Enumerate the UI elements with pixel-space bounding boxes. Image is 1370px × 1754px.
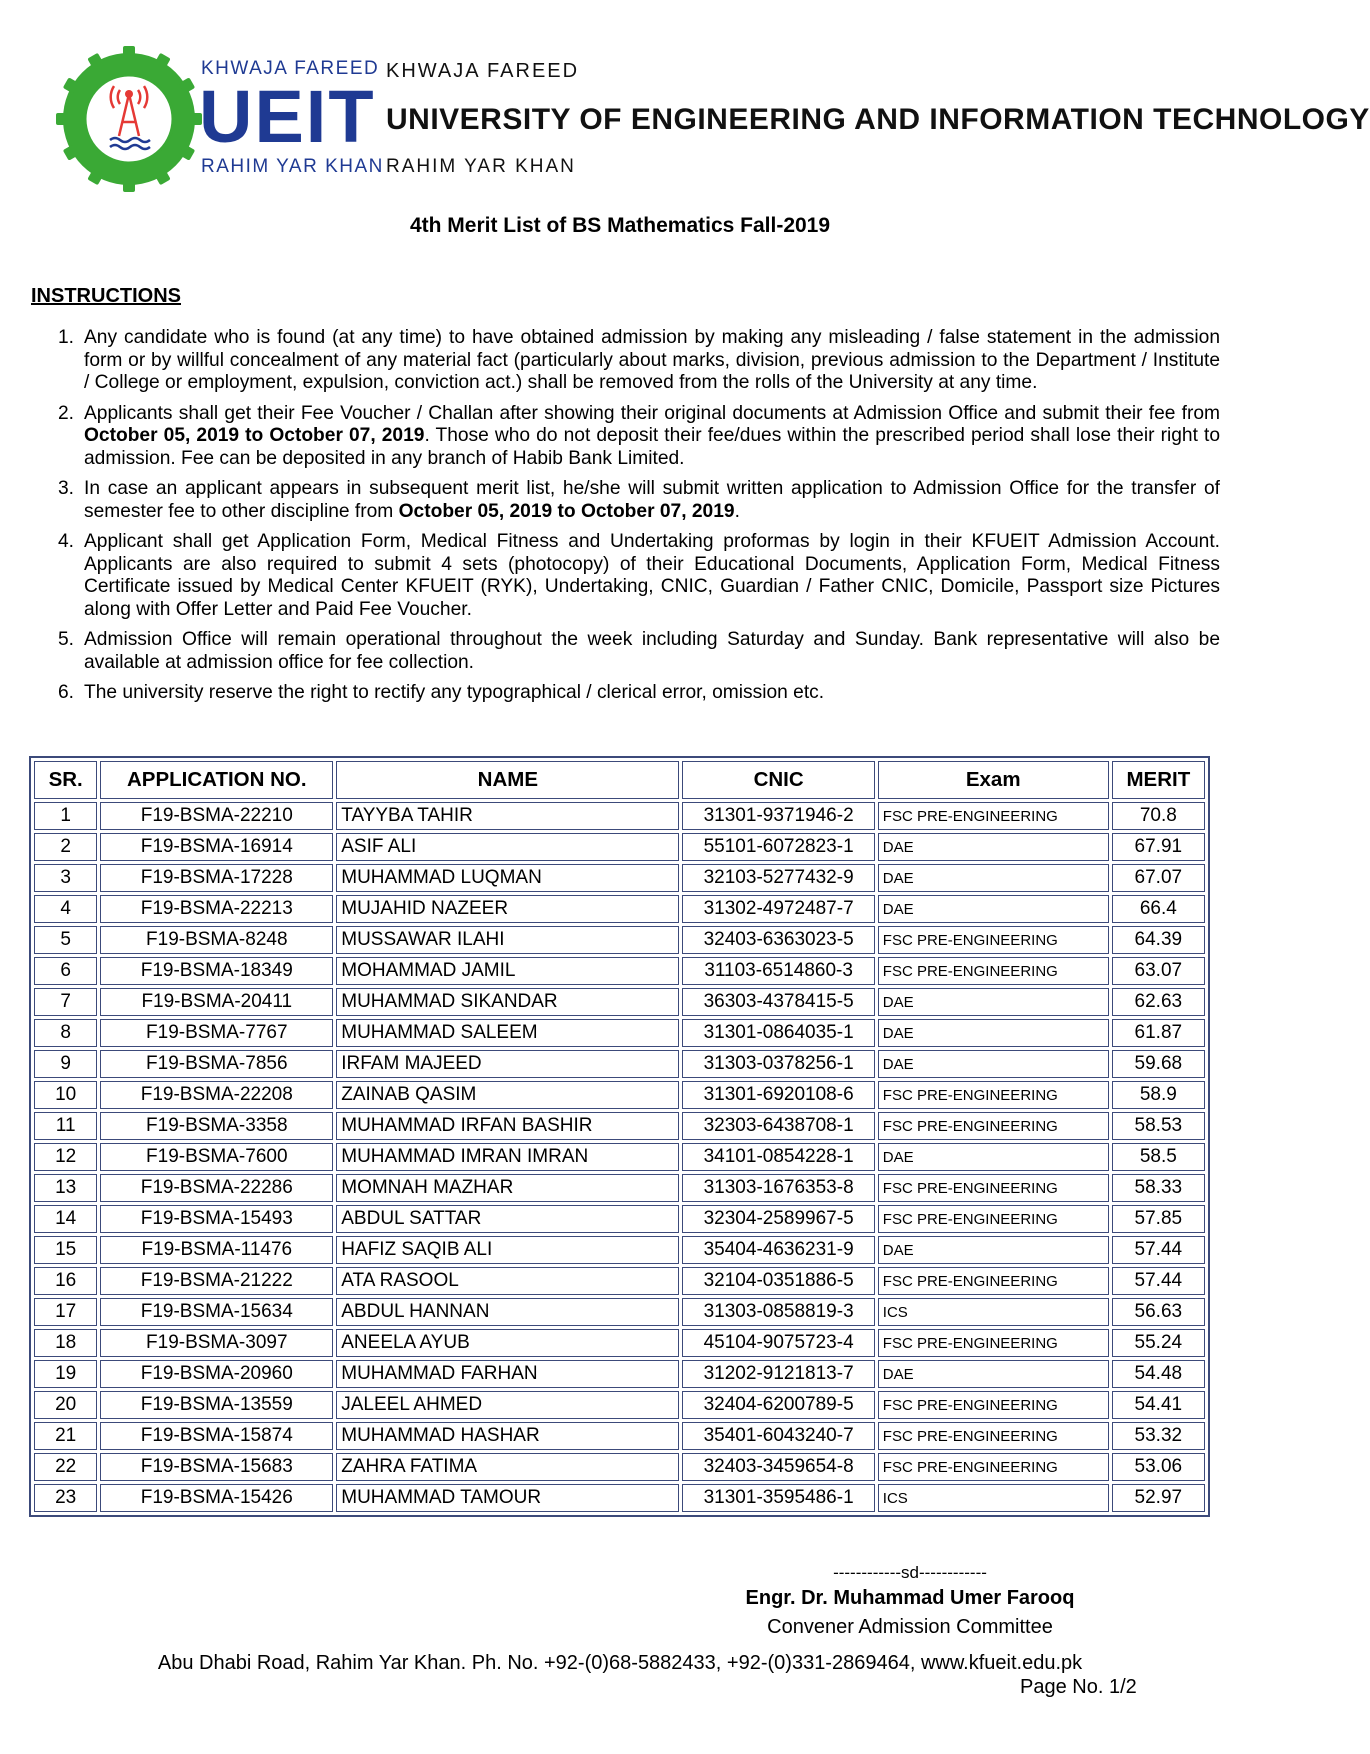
- table-row: [34, 1174, 1205, 1202]
- instruction-date-range: October 05, 2019 to October 07, 2019: [398, 500, 735, 522]
- cell-sr: 12: [34, 1143, 97, 1171]
- cell-cnic: 31302-4972487-7: [682, 895, 874, 923]
- cell-cnic: 35401-6043240-7: [682, 1422, 874, 1450]
- document-title: 4th Merit List of BS Mathematics Fall-2019: [409, 214, 831, 237]
- cell-sr: 15: [34, 1236, 97, 1264]
- cell-exam: FSC PRE-ENGINEERING: [878, 1174, 1109, 1202]
- cell-sr: 1: [34, 802, 97, 830]
- cell-merit: 61.87: [1112, 1019, 1205, 1047]
- cell-name: MUJAHID NAZEER: [336, 895, 679, 923]
- table-row: [34, 1484, 1205, 1512]
- instruction-item: [58, 403, 1220, 471]
- cell-sr: 21: [34, 1422, 97, 1450]
- cell-cnic: 31301-0864035-1: [682, 1019, 874, 1047]
- instruction-text: Admission Office will remain operational throughout the week including Saturday and Sunday. Bank representative will also be available at admission office for fee collection.: [84, 629, 1220, 673]
- table-row: [34, 926, 1205, 954]
- cell-cnic: 32303-6438708-1: [682, 1112, 874, 1140]
- cell-merit: 53.32: [1112, 1422, 1205, 1450]
- university-line-2: UNIVERSITY OF ENGINEERING AND INFORMATION TECHNOLOGY: [386, 103, 1370, 136]
- cell-name: MUHAMMAD IRFAN BASHIR: [336, 1112, 679, 1140]
- cell-merit: 58.33: [1112, 1174, 1205, 1202]
- cell-application-no: F19-BSMA-15426: [100, 1484, 333, 1512]
- table-row: [34, 864, 1205, 892]
- cell-merit: 67.07: [1112, 864, 1205, 892]
- cell-merit: 56.63: [1112, 1298, 1205, 1326]
- cell-exam: DAE: [878, 1143, 1109, 1171]
- cell-exam: FSC PRE-ENGINEERING: [878, 1081, 1109, 1109]
- instruction-text-part: . Those who do not deposit their fee/dues within the prescribed period shall lose their right to admission. Fee can be deposited in any branch of Habib Bank Limited.: [84, 425, 1220, 469]
- table-row: [34, 1329, 1205, 1357]
- cell-exam: DAE: [878, 1050, 1109, 1078]
- table-row: [34, 802, 1205, 830]
- cell-name: ATA RASOOL: [336, 1267, 679, 1295]
- cell-name: ANEELA AYUB: [336, 1329, 679, 1357]
- cell-sr: 11: [34, 1112, 97, 1140]
- cell-sr: 10: [34, 1081, 97, 1109]
- cell-exam: DAE: [878, 1360, 1109, 1388]
- cell-sr: 2: [34, 833, 97, 861]
- cell-exam: DAE: [878, 864, 1109, 892]
- instruction-number: 6.: [58, 682, 75, 703]
- cell-exam: FSC PRE-ENGINEERING: [878, 1267, 1109, 1295]
- cell-sr: 23: [34, 1484, 97, 1512]
- table-row: [34, 833, 1205, 861]
- cell-exam: FSC PRE-ENGINEERING: [878, 1453, 1109, 1481]
- cell-exam: DAE: [878, 1019, 1109, 1047]
- cell-exam: FSC PRE-ENGINEERING: [878, 957, 1109, 985]
- cell-merit: 55.24: [1112, 1329, 1205, 1357]
- cell-application-no: F19-BSMA-22213: [100, 895, 333, 923]
- column-header-application-no: APPLICATION NO.: [100, 761, 333, 799]
- table-row: [34, 957, 1205, 985]
- column-header-sr: SR.: [34, 761, 97, 799]
- table-row: [34, 1112, 1205, 1140]
- table-row: [34, 1453, 1205, 1481]
- cell-application-no: F19-BSMA-3358: [100, 1112, 333, 1140]
- cell-sr: 20: [34, 1391, 97, 1419]
- cell-name: ASIF ALI: [336, 833, 679, 861]
- instruction-number: 4.: [58, 531, 75, 552]
- instruction-number: 1.: [58, 327, 75, 348]
- cell-exam: DAE: [878, 895, 1109, 923]
- cell-application-no: F19-BSMA-13559: [100, 1391, 333, 1419]
- cell-merit: 58.5: [1112, 1143, 1205, 1171]
- cell-sr: 9: [34, 1050, 97, 1078]
- cell-application-no: F19-BSMA-15874: [100, 1422, 333, 1450]
- instructions-heading: INSTRUCTIONS: [31, 285, 181, 307]
- cell-name: MUHAMMAD FARHAN: [336, 1360, 679, 1388]
- cell-cnic: 32104-0351886-5: [682, 1267, 874, 1295]
- cell-cnic: 32304-2589967-5: [682, 1205, 874, 1233]
- cell-name: HAFIZ SAQIB ALI: [336, 1236, 679, 1264]
- signature-block: [700, 1563, 1120, 1639]
- cell-cnic: 31301-6920108-6: [682, 1081, 874, 1109]
- instruction-date-range: October 05, 2019 to October 07, 2019: [84, 425, 425, 446]
- cell-cnic: 31103-6514860-3: [682, 957, 874, 985]
- cell-application-no: F19-BSMA-8248: [100, 926, 333, 954]
- cell-application-no: F19-BSMA-22286: [100, 1174, 333, 1202]
- instruction-text-part: .: [734, 500, 740, 522]
- signatory-role: Convener Admission Committee: [767, 1616, 1053, 1638]
- cell-cnic: 32103-5277432-9: [682, 864, 874, 892]
- instruction-item: [58, 478, 1220, 523]
- cell-name: ZAHRA FATIMA: [336, 1453, 679, 1481]
- cell-merit: 67.91: [1112, 833, 1205, 861]
- cell-name: MUSSAWAR ILAHI: [336, 926, 679, 954]
- cell-merit: 64.39: [1112, 926, 1205, 954]
- cell-sr: 13: [34, 1174, 97, 1202]
- cell-sr: 3: [34, 864, 97, 892]
- brand-bottom-text: RAHIM YAR KHAN: [201, 156, 384, 177]
- cell-merit: 54.41: [1112, 1391, 1205, 1419]
- cell-sr: 4: [34, 895, 97, 923]
- cell-application-no: F19-BSMA-7856: [100, 1050, 333, 1078]
- cell-application-no: F19-BSMA-17228: [100, 864, 333, 892]
- cell-merit: 57.85: [1112, 1205, 1205, 1233]
- cell-cnic: 32404-6200789-5: [682, 1391, 874, 1419]
- university-line-3: RAHIM YAR KHAN: [386, 156, 576, 177]
- cell-exam: FSC PRE-ENGINEERING: [878, 1422, 1109, 1450]
- cell-merit: 70.8: [1112, 802, 1205, 830]
- cell-name: ZAINAB QASIM: [336, 1081, 679, 1109]
- cell-exam: FSC PRE-ENGINEERING: [878, 802, 1109, 830]
- cell-merit: 57.44: [1112, 1267, 1205, 1295]
- cell-application-no: F19-BSMA-16914: [100, 833, 333, 861]
- instruction-item: [58, 531, 1220, 621]
- cell-merit: 53.06: [1112, 1453, 1205, 1481]
- brand-wordmark: [201, 58, 391, 178]
- cell-merit: 57.44: [1112, 1236, 1205, 1264]
- university-seal-icon: [54, 44, 204, 194]
- cell-name: MUHAMMAD HASHAR: [336, 1422, 679, 1450]
- instruction-text: Any candidate who is found (at any time) to have obtained admission by making any misleading / false statement in the admission form or by willful concealment of any material fact (particularly about marks, division, previous admission to the Department / Institute / College or employment, expulsion, conviction act.) shall be removed from the rolls of the University at any time.: [84, 327, 1220, 393]
- instruction-text: [84, 403, 1220, 471]
- instruction-number: 2.: [58, 402, 75, 424]
- cell-exam: DAE: [878, 988, 1109, 1016]
- table-row: [34, 1050, 1205, 1078]
- cell-name: MUHAMMAD LUQMAN: [336, 864, 679, 892]
- cell-cnic: 32403-6363023-5: [682, 926, 874, 954]
- table-row: [34, 1205, 1205, 1233]
- university-name-block: [386, 60, 1370, 178]
- cell-merit: 54.48: [1112, 1360, 1205, 1388]
- table-row: [34, 1422, 1205, 1450]
- cell-exam: FSC PRE-ENGINEERING: [878, 1205, 1109, 1233]
- instruction-number: 3.: [58, 478, 75, 499]
- instruction-item: [58, 682, 1220, 705]
- cell-merit: 63.07: [1112, 957, 1205, 985]
- cell-cnic: 31301-9371946-2: [682, 802, 874, 830]
- instruction-text-part: In case an applicant appears in subsequent merit list, he/she will submit written application to Admission Office for the transfer of semester fee to other discipline from: [84, 478, 1220, 522]
- page-number: Page No. 1/2: [1020, 1676, 1137, 1698]
- footer-address: Abu Dhabi Road, Rahim Yar Khan. Ph. No. +92-(0)68-5882433, +92-(0)331-2869464, www.kfueit.edu.pk: [157, 1652, 1083, 1674]
- cell-application-no: F19-BSMA-7600: [100, 1143, 333, 1171]
- cell-name: ABDUL SATTAR: [336, 1205, 679, 1233]
- cell-merit: 66.4: [1112, 895, 1205, 923]
- cell-exam: DAE: [878, 1236, 1109, 1264]
- cell-exam: FSC PRE-ENGINEERING: [878, 1112, 1109, 1140]
- cell-application-no: F19-BSMA-15634: [100, 1298, 333, 1326]
- cell-exam: DAE: [878, 833, 1109, 861]
- cell-application-no: F19-BSMA-15683: [100, 1453, 333, 1481]
- table-row: [34, 988, 1205, 1016]
- table-row: [34, 1391, 1205, 1419]
- cell-sr: 14: [34, 1205, 97, 1233]
- cell-application-no: F19-BSMA-21222: [100, 1267, 333, 1295]
- instruction-text: The university reserve the right to rectify any typographical / clerical error, omission etc.: [84, 682, 825, 703]
- table-row: [34, 1298, 1205, 1326]
- table-row: [34, 1267, 1205, 1295]
- signatory-name: Engr. Dr. Muhammad Umer Farooq: [745, 1587, 1075, 1609]
- table-row: [34, 895, 1205, 923]
- cell-name: TAYYBA TAHIR: [336, 802, 679, 830]
- instruction-item: [58, 629, 1220, 674]
- cell-application-no: F19-BSMA-11476: [100, 1236, 333, 1264]
- signature-sd-line: ------------sd------------: [833, 1563, 987, 1582]
- cell-application-no: F19-BSMA-20960: [100, 1360, 333, 1388]
- instruction-number: 5.: [58, 629, 75, 650]
- instruction-text: Applicant shall get Application Form, Medical Fitness and Undertaking proformas by login in their KFUEIT Admission Account. Applicants are also required to submit 4 sets (photocopy) of their Educational Documents, Application Form, Medical Fitness Certificate issued by Medical Center KFUEIT (RYK), Undertaking, CNIC, Guardian / Father CNIC, Domicile, Passport size Pictures along with Offer Letter and Paid Fee Voucher.: [84, 531, 1220, 620]
- cell-cnic: 31303-1676353-8: [682, 1174, 874, 1202]
- cell-merit: 52.97: [1112, 1484, 1205, 1512]
- cell-merit: 59.68: [1112, 1050, 1205, 1078]
- cell-name: MUHAMMAD TAMOUR: [336, 1484, 679, 1512]
- cell-merit: 58.9: [1112, 1081, 1205, 1109]
- table-row: [34, 1019, 1205, 1047]
- cell-name: MUHAMMAD SIKANDAR: [336, 988, 679, 1016]
- cell-exam: FSC PRE-ENGINEERING: [878, 1329, 1109, 1357]
- cell-cnic: 31303-0858819-3: [682, 1298, 874, 1326]
- cell-cnic: 35404-4636231-9: [682, 1236, 874, 1264]
- cell-sr: 16: [34, 1267, 97, 1295]
- cell-application-no: F19-BSMA-22210: [100, 802, 333, 830]
- brand-name: UEIT: [199, 75, 376, 158]
- cell-name: IRFAM MAJEED: [336, 1050, 679, 1078]
- cell-merit: 62.63: [1112, 988, 1205, 1016]
- cell-sr: 17: [34, 1298, 97, 1326]
- cell-application-no: F19-BSMA-22208: [100, 1081, 333, 1109]
- table-row: [34, 1081, 1205, 1109]
- cell-sr: 22: [34, 1453, 97, 1481]
- cell-name: MOHAMMAD JAMIL: [336, 957, 679, 985]
- cell-sr: 6: [34, 957, 97, 985]
- column-header-exam: Exam: [878, 761, 1109, 799]
- cell-sr: 5: [34, 926, 97, 954]
- brand-top-text: KHWAJA FAREED: [201, 58, 380, 79]
- cell-name: MUHAMMAD SALEEM: [336, 1019, 679, 1047]
- instructions-list: [58, 327, 1220, 713]
- cell-application-no: F19-BSMA-7767: [100, 1019, 333, 1047]
- instruction-item: [58, 327, 1220, 395]
- cell-cnic: 31202-9121813-7: [682, 1360, 874, 1388]
- instruction-text: [84, 478, 1220, 523]
- instruction-text-part: Applicants shall get their Fee Voucher / Challan after showing their original documents at Admission Office and submit their fee from: [84, 402, 1220, 424]
- column-header-merit: MERIT: [1112, 761, 1205, 799]
- column-header-cnic: CNIC: [682, 761, 874, 799]
- cell-cnic: 55101-6072823-1: [682, 833, 874, 861]
- cell-name: JALEEL AHMED: [336, 1391, 679, 1419]
- cell-exam: FSC PRE-ENGINEERING: [878, 1391, 1109, 1419]
- cell-cnic: 32403-3459654-8: [682, 1453, 874, 1481]
- cell-cnic: 36303-4378415-5: [682, 988, 874, 1016]
- cell-name: MUHAMMAD IMRAN IMRAN: [336, 1143, 679, 1171]
- cell-sr: 8: [34, 1019, 97, 1047]
- table-header-row: [34, 761, 1205, 799]
- table-row: [34, 1236, 1205, 1264]
- table-row: [34, 1143, 1205, 1171]
- cell-cnic: 31301-3595486-1: [682, 1484, 874, 1512]
- cell-name: MOMNAH MAZHAR: [336, 1174, 679, 1202]
- cell-sr: 19: [34, 1360, 97, 1388]
- letterhead: [44, 40, 1370, 200]
- cell-application-no: F19-BSMA-18349: [100, 957, 333, 985]
- cell-sr: 7: [34, 988, 97, 1016]
- column-header-name: NAME: [336, 761, 679, 799]
- table-row: [34, 1360, 1205, 1388]
- cell-exam: FSC PRE-ENGINEERING: [878, 926, 1109, 954]
- cell-application-no: F19-BSMA-20411: [100, 988, 333, 1016]
- cell-sr: 18: [34, 1329, 97, 1357]
- cell-merit: 58.53: [1112, 1112, 1205, 1140]
- cell-name: ABDUL HANNAN: [336, 1298, 679, 1326]
- cell-application-no: F19-BSMA-15493: [100, 1205, 333, 1233]
- cell-application-no: F19-BSMA-3097: [100, 1329, 333, 1357]
- table-body: [34, 802, 1205, 1512]
- university-line-1: KHWAJA FAREED: [386, 60, 580, 82]
- cell-cnic: 45104-9075723-4: [682, 1329, 874, 1357]
- cell-cnic: 31303-0378256-1: [682, 1050, 874, 1078]
- merit-list-table: [29, 756, 1210, 1517]
- cell-exam: ICS: [878, 1484, 1109, 1512]
- cell-exam: ICS: [878, 1298, 1109, 1326]
- cell-cnic: 34101-0854228-1: [682, 1143, 874, 1171]
